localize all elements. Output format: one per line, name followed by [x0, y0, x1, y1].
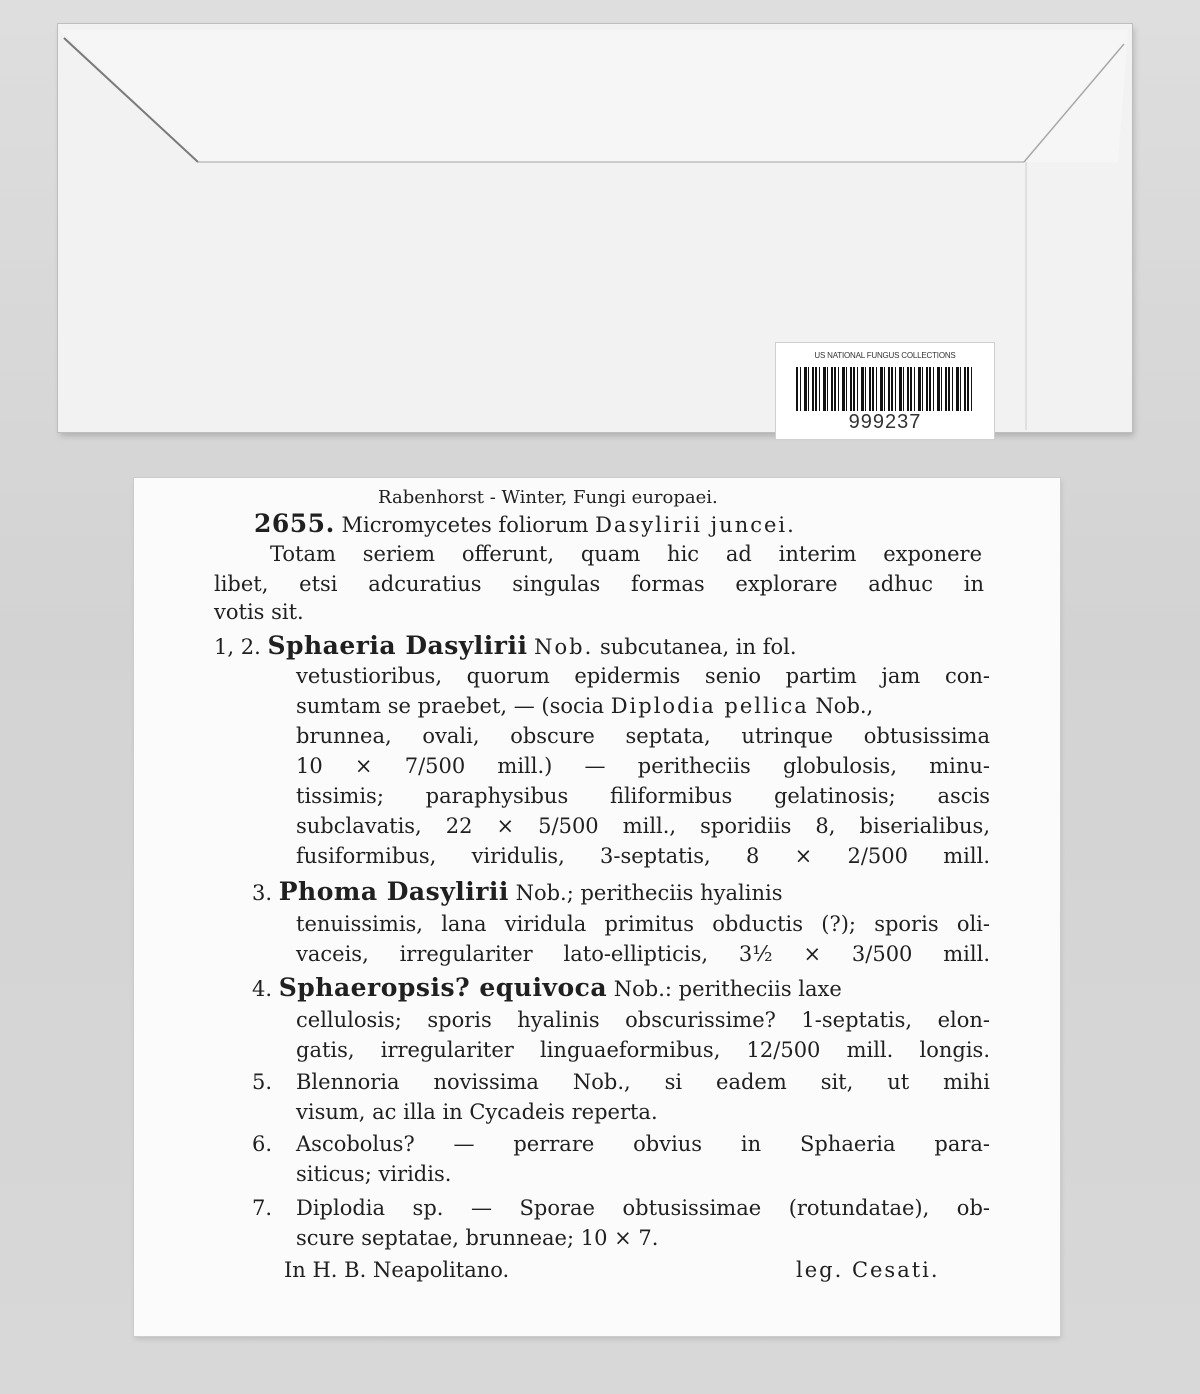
item1-number: 1, 2. [214, 635, 261, 659]
item5-line-1: visum, ac illa in Cycadeis reperta. [296, 1100, 658, 1124]
item1-socia-species: Diplodia pellica [610, 694, 809, 718]
item4-line-1: cellulosis; sporis hyalinis obscurissime? 1-septatis, elon- [296, 1008, 990, 1032]
item5-line-0: Blennoria novissima Nob., si eadem sit, ut mihi [296, 1070, 990, 1094]
item4-first-line [252, 974, 842, 1003]
barcode-bars [796, 367, 974, 411]
item6-number: 6. [252, 1132, 273, 1156]
item3-first-line [252, 878, 783, 907]
item3-name: Phoma Dasylirii [278, 877, 509, 906]
item6-line-1: siticus; viridis. [296, 1162, 452, 1186]
heading-species: Dasylirii juncei. [595, 513, 796, 537]
item7-line-1: scure septatae, brunneae; 10 × 7. [296, 1226, 659, 1250]
item3-line-0: Nob.; peritheciis hyalinis [515, 881, 783, 905]
item4-line-0: Nob.: peritheciis laxe [613, 977, 842, 1001]
item3-number: 3. [252, 881, 273, 905]
item1-line-5: brunnea, ovali, obscure septata, utrinque obtusissima [296, 724, 990, 748]
heading-main: Micromycetes foliorum [341, 513, 589, 537]
item4-name: Sphaeropsis? equivoca [278, 973, 608, 1002]
exsiccata-number: 2655. [254, 509, 335, 538]
item4-number: 4. [252, 977, 273, 1001]
item3-line-1: tenuissimis, lana viridula primitus obductis (?); sporis oli- [296, 912, 990, 936]
item1-socia-nob: Nob., [815, 694, 874, 718]
item1-line-9: fusiformibus, viridulis, 3-septatis, 8 × 2/500 mill. [296, 844, 990, 868]
item1-line-0: subcutanea, in fol. [599, 635, 797, 659]
intro-line-2: libet, etsi adcuratius singulas formas explorare adhuc in [214, 572, 984, 596]
item3-line-2: vaceis, irregulariter lato-ellipticis, 3½ × 3/500 mill. [296, 942, 990, 966]
item1-line-2-wrap [296, 692, 990, 720]
barcode-number: 999237 [848, 411, 922, 433]
item1-nob: Nob. [534, 635, 594, 659]
intro-line-1: Totam seriem offerunt, quam hic ad interim exponere [270, 542, 982, 566]
barcode-header: US NATIONAL FUNGUS COLLECTIONS [814, 351, 956, 360]
item7-number: 7. [252, 1196, 273, 1220]
item6-line-0: Ascobolus? — perrare obvius in Sphaeria para- [296, 1132, 990, 1156]
item1-line-1: vetustioribus, quorum epidermis senio partim jam con- [296, 664, 990, 688]
item4-line-2: gatis, irregulariter linguaeformibus, 12/500 mill. longis. [296, 1038, 990, 1062]
series-title: Rabenhorst - Winter, Fungi europaei. [378, 487, 718, 508]
exsiccata-heading [254, 510, 796, 539]
item1-line-8: subclavatis, 22 × 5/500 mill., sporidiis 8, biserialibus, [296, 814, 990, 838]
collector: leg. Cesati. [796, 1258, 940, 1282]
barcode-label [776, 343, 994, 439]
item5-number: 5. [252, 1070, 273, 1094]
specimen-label [134, 478, 1060, 1336]
locality: In H. B. Neapolitano. [284, 1258, 510, 1282]
intro-line-3: votis sit. [214, 600, 304, 624]
item7-line-0: Diplodia sp. — Sporae obtusissimae (rotundatae), ob- [296, 1196, 990, 1220]
item1-line-6: 10 × 7/500 mill.) — peritheciis globulosis, minu- [296, 754, 990, 778]
item1-name: Sphaeria Dasylirii [267, 631, 528, 660]
item1-first-line [214, 632, 797, 661]
item1-line-7: tissimis; paraphysibus filiformibus gelatinosis; ascis [296, 784, 990, 808]
item1-line-2: sumtam se praebet, — (socia [296, 694, 605, 718]
